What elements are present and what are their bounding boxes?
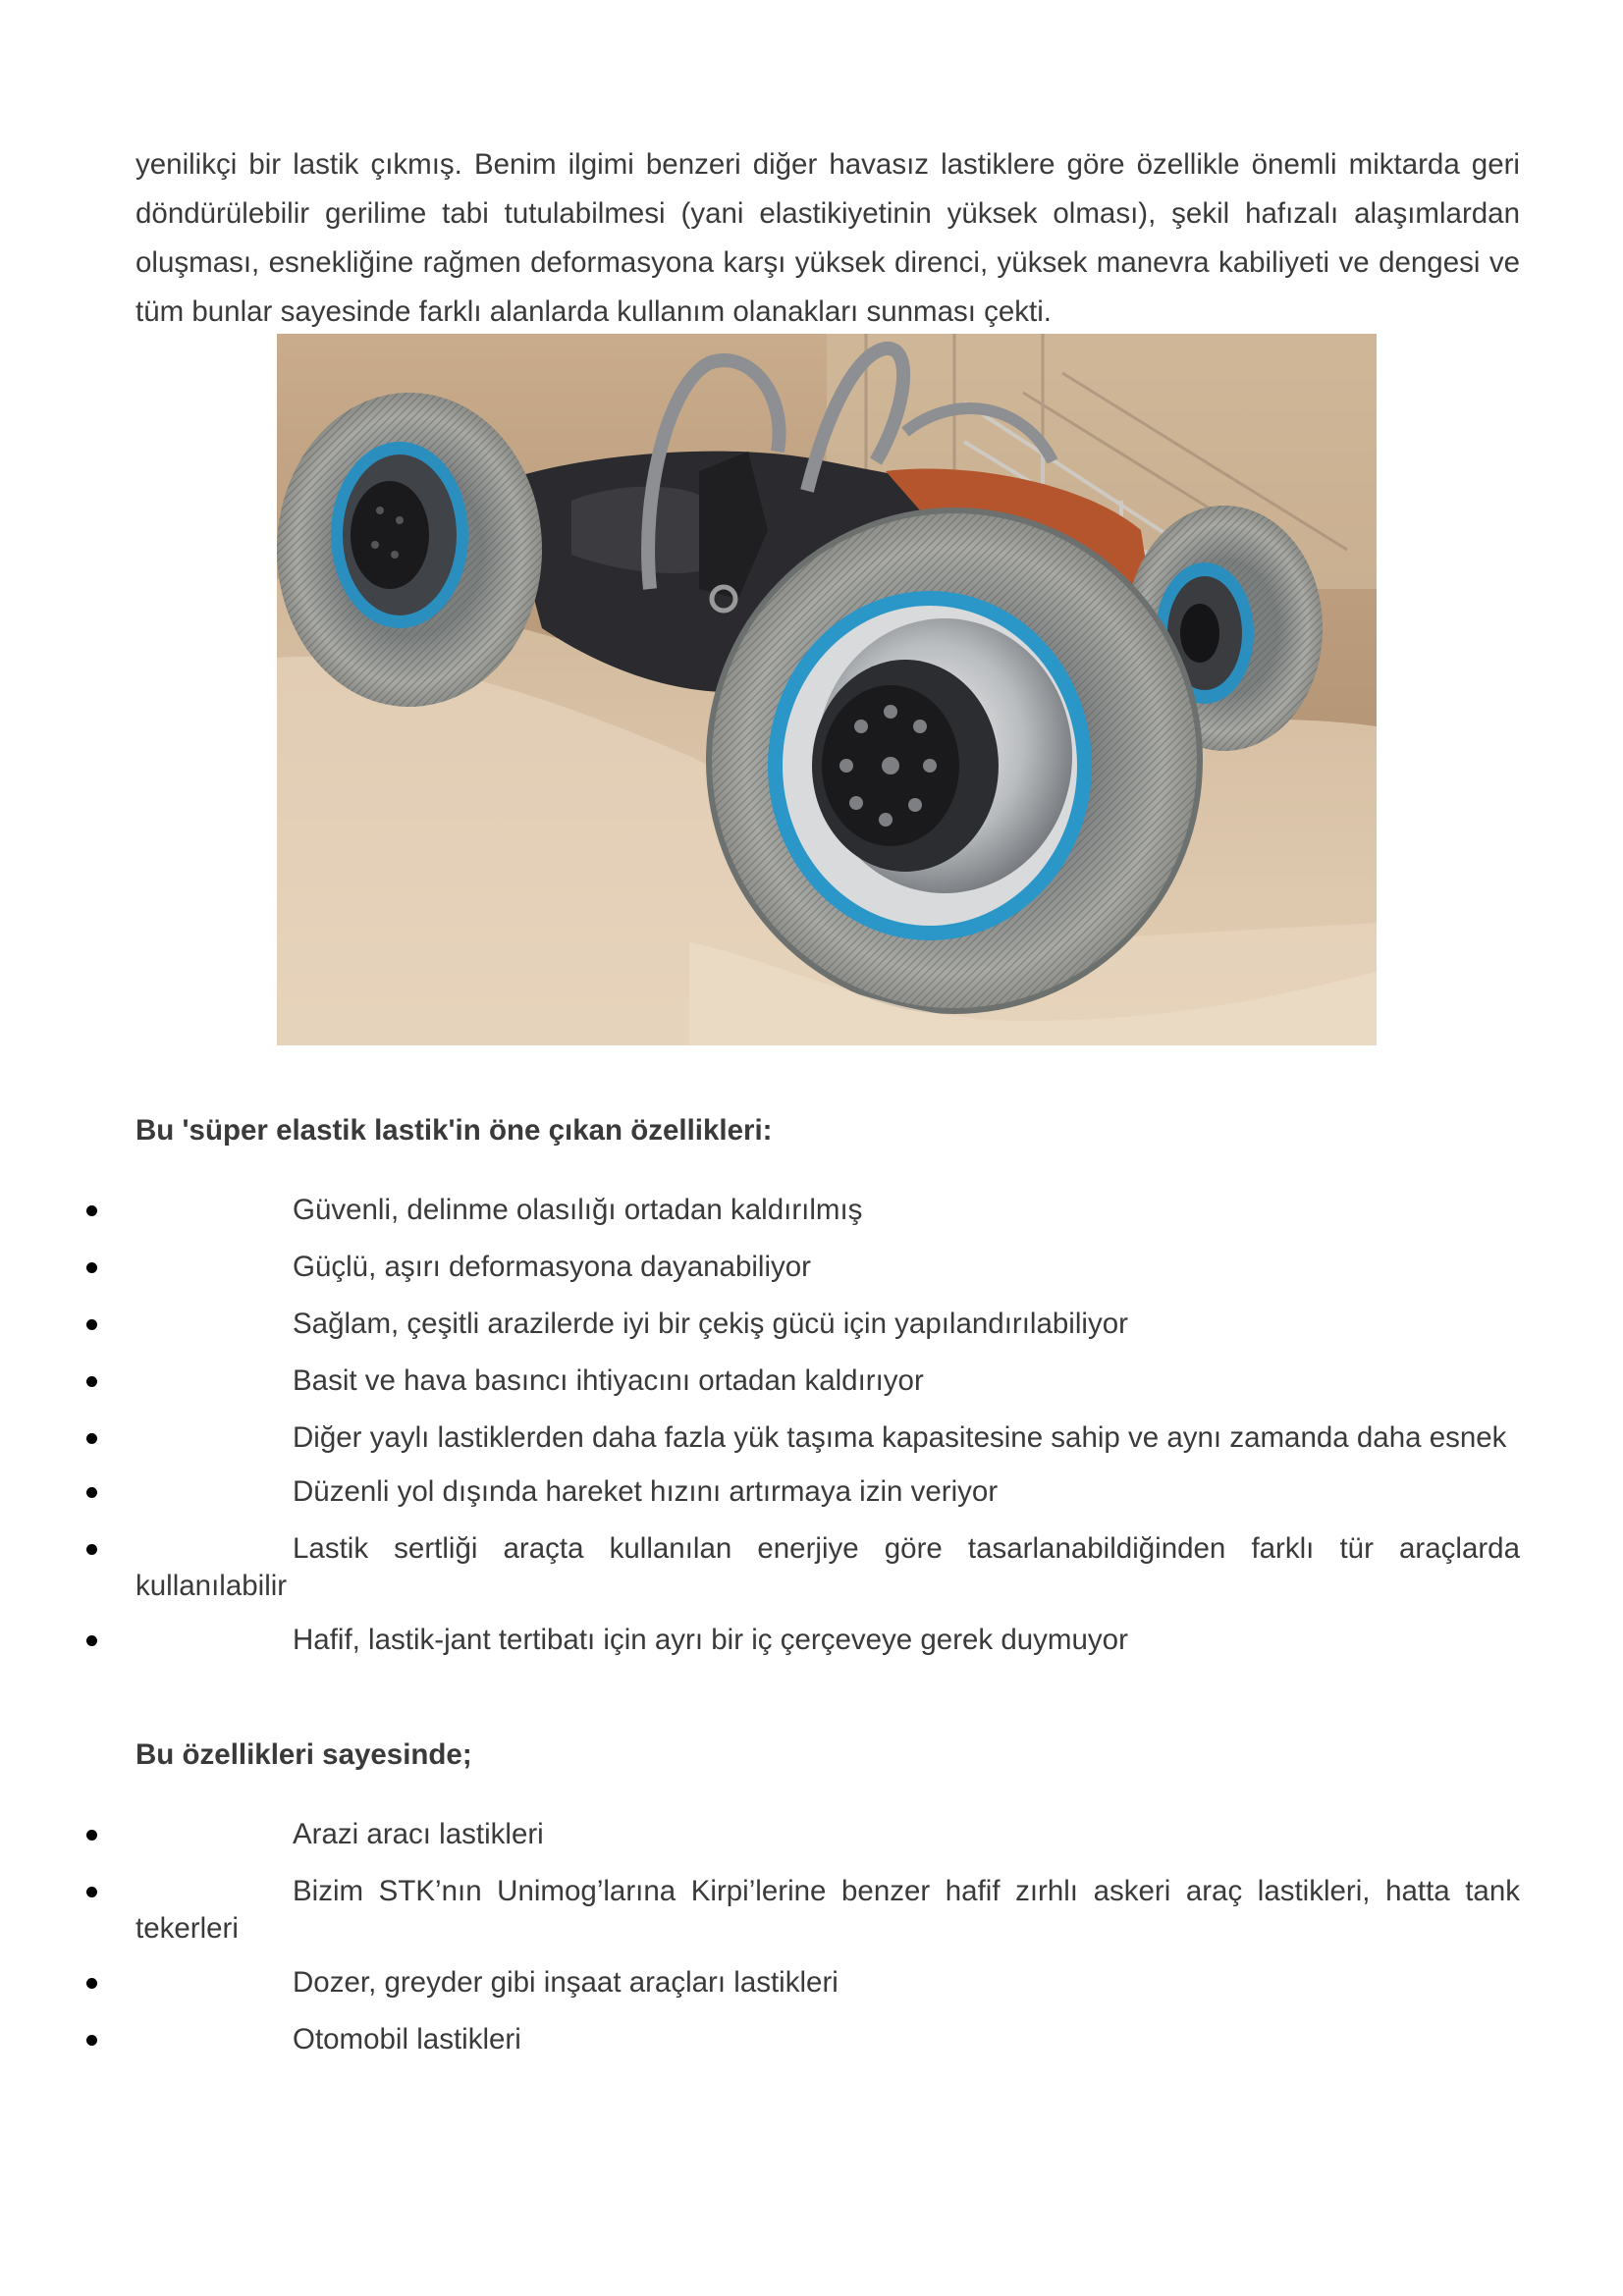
list-item-text: Basit ve hava basıncı ihtiyacını ortadan kaldırıyor [293, 1364, 924, 1397]
bullet-icon [86, 1262, 97, 1273]
list-item [0, 1362, 1520, 1400]
list-item [0, 2021, 1520, 2058]
bullet-icon [86, 1830, 97, 1841]
list-item [0, 1622, 1520, 1659]
bullet-icon [86, 1205, 97, 1216]
list-item [0, 1530, 1520, 1605]
bullet-icon [86, 1635, 97, 1646]
front-wheel [709, 510, 1200, 1011]
bullet-icon [86, 1887, 97, 1897]
list-item [0, 1873, 1520, 1948]
list-item-text: Bizim STK’nın Unimog’larına Kirpi’lerine benzer hafif zırhlı askeri araç lastikleri, hatta tank tekerleri [135, 1875, 1520, 1945]
intro-paragraph: yenilikçi bir lastik çıkmış. Benim ilgimi benzeri diğer havasız lastiklere göre özellikle önemli miktarda geri döndürülebilir gerilime tabi tutulabilmesi (yani elastikiyetinin yüksek olması), şekil hafızalı alaşımlardan oluşması, esnekliğine rağmen deformasyona karşı yüksek direnci, yüksek manevra kabiliyeti ve dengesi ve tüm bunlar sayesinde farklı alanlarda kullanım olanakları sunması çekti. [135, 148, 1520, 328]
rover-tire-photo [277, 334, 1377, 1045]
list-item-text: Lastik sertliği araçta kullanılan enerjiye göre tasarlanabildiğinden farklı tür araçlarda kullanılabilir [135, 1532, 1520, 1602]
bullet-icon [86, 2035, 97, 2046]
uses-list [0, 1816, 1623, 2078]
bullet-icon [86, 1376, 97, 1387]
list-item [0, 1419, 1520, 1457]
list-item-text: Otomobil lastikleri [293, 2023, 521, 2056]
list-item [0, 1964, 1520, 2002]
list-item-text: Diğer yaylı lastiklerden daha fazla yük taşıma kapasitesine sahip ve aynı zamanda daha esnek [293, 1421, 1507, 1454]
list-item-text: Güvenli, delinme olasılığı ortadan kaldırılmış [293, 1194, 863, 1226]
list-item-text: Sağlam, çeşitli arazilerde iyi bir çekiş gücü için yapılandırılabiliyor [293, 1308, 1128, 1340]
uses-heading: Bu özellikleri sayesinde; [135, 1738, 472, 1771]
bullet-icon [86, 1544, 97, 1555]
rear-left-wheel [277, 393, 542, 707]
bullet-icon [86, 1978, 97, 1989]
list-item [0, 1473, 1520, 1511]
list-item [0, 1306, 1520, 1343]
list-item-text: Dozer, greyder gibi inşaat araçları lastikleri [293, 1966, 839, 1999]
list-item-text: Düzenli yol dışında hareket hızını artırmaya izin veriyor [293, 1475, 999, 1508]
features-heading: Bu 'süper elastik lastik'in öne çıkan özellikleri: [135, 1114, 773, 1147]
list-item [0, 1192, 1520, 1229]
list-item-text: Arazi aracı lastikleri [293, 1818, 544, 1850]
list-item [0, 1249, 1520, 1286]
list-item-text: Hafif, lastik-jant tertibatı için ayrı bir iç çerçeveye gerek duymuyor [293, 1624, 1128, 1656]
bullet-icon [86, 1319, 97, 1330]
bullet-icon [86, 1487, 97, 1498]
list-item [0, 1816, 1520, 1853]
list-item-text: Güçlü, aşırı deformasyona dayanabiliyor [293, 1251, 811, 1283]
bullet-icon [86, 1433, 97, 1444]
features-list [0, 1192, 1623, 1679]
